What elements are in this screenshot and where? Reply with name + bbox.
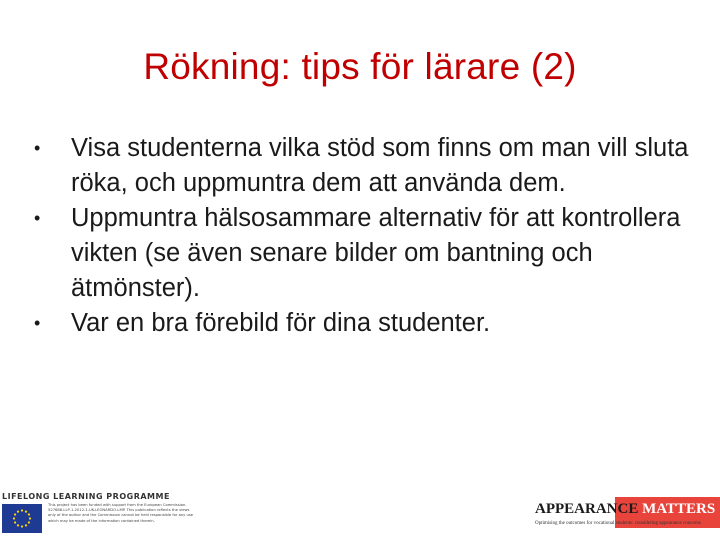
logo-wordmark (535, 501, 715, 518)
bullet-icon: • (34, 208, 41, 228)
slide-title: Rökning: tips för lärare (2) (143, 46, 577, 87)
eu-stars-graphic (2, 504, 42, 533)
llp-footer (0, 492, 198, 540)
bullet-text: Var en bra förebild för dina studenter. (71, 309, 491, 337)
eu-flag-icon (2, 504, 42, 533)
bullet-text: Visa studenterna vilka stöd som finns om man vill sluta röka, och uppmuntra dem att använda dem. (71, 134, 689, 197)
bullet-text: Uppmuntra hälsosammare alternativ för att kontrollera vikten (se även senare bilder om bantning och ätmönster). (71, 204, 681, 302)
bullet-icon: • (34, 313, 41, 333)
bullet-item (34, 306, 694, 341)
bullet-item (34, 131, 694, 201)
bullet-icon: • (34, 138, 41, 158)
programme-name: LIFELONG LEARNING PROGRAMME (2, 492, 170, 501)
logo-word-matters: MATTERS (642, 501, 716, 517)
logo-tagline: Optimising the outcomes for vocational students: considering appearance concerns (535, 521, 701, 526)
logo-word-appearance: APPEARANCE (535, 501, 639, 517)
funding-disclaimer: This project has been funded with support from the European Commission. 527688-LLP-1-2012-1-UK-LEONARDO-LMP. This publication reflects the views only of the author and the Commission cannot be held responsible for any use which may be made of the information contained therein. (48, 503, 194, 523)
bullet-list (34, 131, 694, 341)
appearance-matters-logo (533, 497, 720, 540)
bullet-item (34, 201, 694, 306)
